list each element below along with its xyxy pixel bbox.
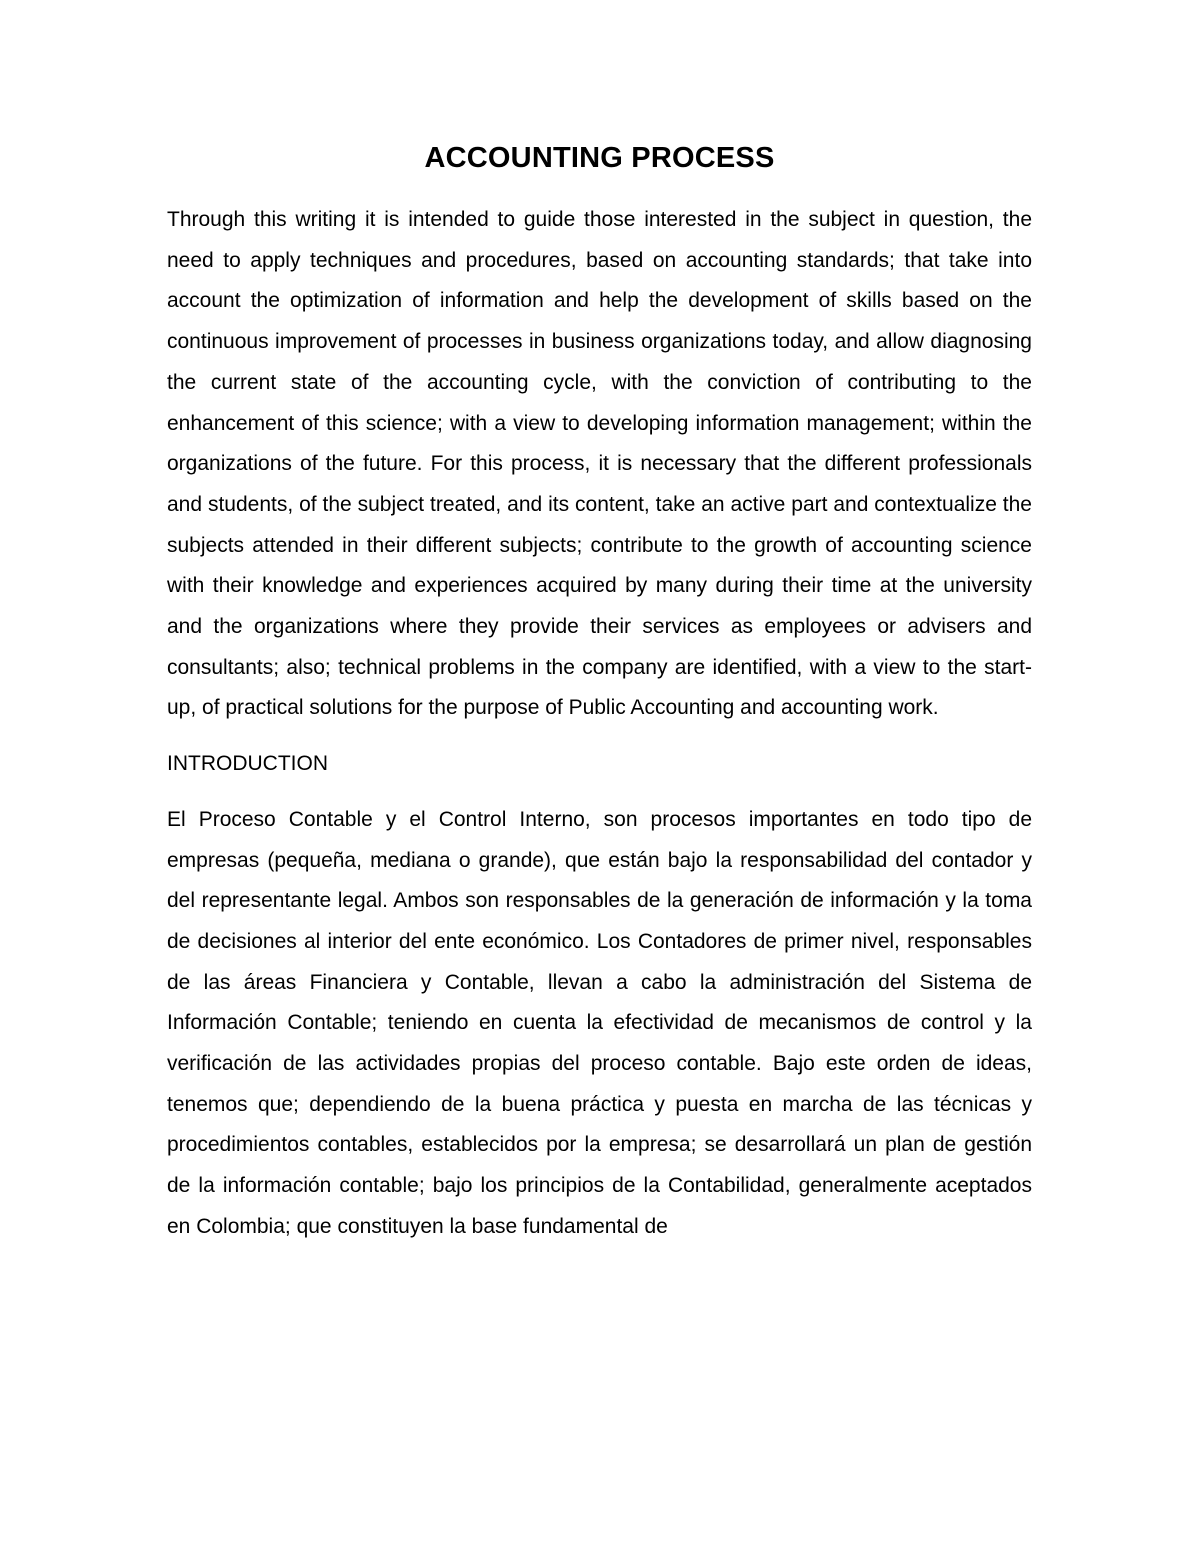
document-title: ACCOUNTING PROCESS <box>424 142 775 174</box>
document-body <box>167 138 1032 1248</box>
body-paragraph-2: El Proceso Contable y el Control Interno, son procesos importantes en todo tipo de empresas (pequeña, mediana o grande), que están bajo la responsabilidad del contador y del representante legal. Ambos son responsables de la generación de información y la toma de decisiones al interior del ente económico. Los Contadores de primer nivel, responsables de las áreas Financiera y Contable, llevan a cabo la administración del Sistema de Información Contable; teniendo en cuenta la efectividad de mecanismos de control y la verificación de las actividades propias del proceso contable. Bajo este orden de ideas, tenemos que; dependiendo de la buena práctica y puesta en marcha de las técnicas y procedimientos contables, establecidos por la empresa; se desarrollará un plan de gestión de la información contable; bajo los principios de la Contabilidad, generalmente aceptados en Colombia; que constituyen la base fundamental de <box>167 807 1032 1238</box>
body-paragraph-1: Through this writing it is intended to guide those interested in the subject in question, the need to apply techniques and procedures, based on accounting standards; that take into account the optimization of information and help the development of skills based on the continuous improvement of processes in business organizations today, and allow diagnosing the current state of the accounting cycle, with the conviction of contributing to the enhancement of this science; with a view to developing information management; within the organizations of the future. For this process, it is necessary that the different professionals and students, of the subject treated, and its content, take an active part and contextualize the subjects attended in their different subjects; contribute to the growth of accounting science with their knowledge and experiences acquired by many during their time at the university and the organizations where they provide their services as employees or advisers and consultants; also; technical problems in the company are identified, with a view to the start-up, of practical solutions for the purpose of Public Accounting and accounting work. <box>167 208 1032 720</box>
section-heading-introduction: INTRODUCTION <box>167 752 328 776</box>
